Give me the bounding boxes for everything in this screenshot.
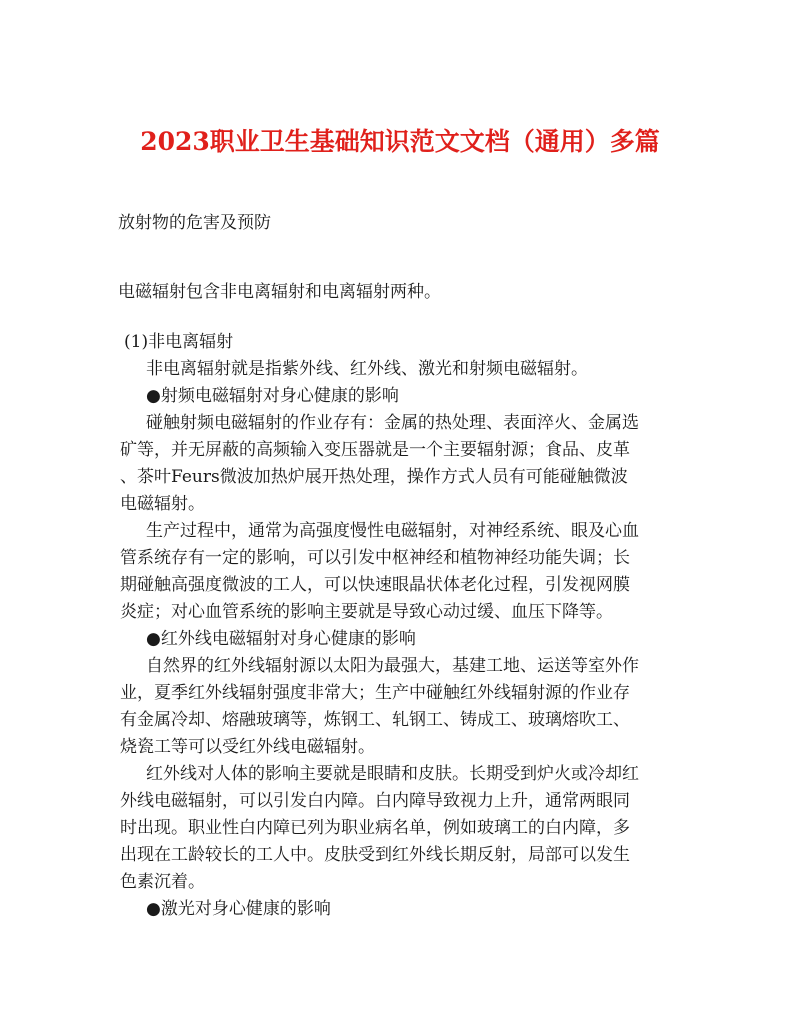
body-line: 烧瓷工等可以受红外线电磁辐射。 [120,737,375,757]
body-line: 生产过程中，通常为高强度慢性电磁辐射，对神经系统、眼及心血 [146,521,639,541]
body-line: 有金属冷却、熔融玻璃等，炼钢工、轧钢工、铸成工、玻璃熔吹工、 [120,710,630,730]
body-line: 碰触射频电磁辐射的作业存有：金属的热处理、表面淬火、金属选 [146,413,639,433]
subsection-heading: (1)非电离辐射 [124,332,234,352]
body-line: 矿等，并无屏蔽的高频输入变压器就是一个主要辐射源；食品、皮革 [120,440,630,460]
bullet-heading-rf: ●射频电磁辐射对身心健康的影响 [146,386,399,406]
body-line: 色素沉着。 [120,872,205,892]
bullet-heading-infrared: ●红外线电磁辐射对身心健康的影响 [146,629,416,649]
body-line: 炎症；对心血管系统的影响主要就是导致心动过缓、血压下降等。 [120,602,613,622]
body-line: 时出现。职业性白内障已列为职业病名单，例如玻璃工的白内障，多 [120,818,630,838]
body-line: 管系统存有一定的影响，可以引发中枢神经和植物神经功能失调；长 [120,548,630,568]
intro-paragraph: 电磁辐射包含非电离辐射和电离辐射两种。 [118,282,441,302]
body-line: 外线电磁辐射，可以引发白内障。白内障导致视力上升，通常两眼同 [120,791,630,811]
bullet-heading-laser: ●激光对身心健康的影响 [146,899,331,919]
section-heading: 放射物的危害及预防 [118,213,271,233]
document-title: 2023职业卫生基础知识范文文档（通用）多篇 [140,127,660,156]
body-line: 自然界的红外线辐射源以太阳为最强大，基建工地、运送等室外作 [146,656,639,676]
body-line: 出现在工龄较长的工人中。皮肤受到红外线长期反射，局部可以发生 [120,845,630,865]
body-line: 业，夏季红外线辐射强度非常大；生产中碰触红外线辐射源的作业存 [120,683,630,703]
body-line: 红外线对人体的影响主要就是眼睛和皮肤。长期受到炉火或冷却红 [146,764,639,784]
body-line: 、茶叶Feurs微波加热炉展开热处理，操作方式人员有可能碰触微波 [120,467,628,487]
body-line: 非电离辐射就是指紫外线、红外线、激光和射频电磁辐射。 [146,359,588,379]
body-line: 期碰触高强度微波的工人，可以快速眼晶状体老化过程，引发视网膜 [120,575,630,595]
body-line: 电磁辐射。 [120,494,205,514]
